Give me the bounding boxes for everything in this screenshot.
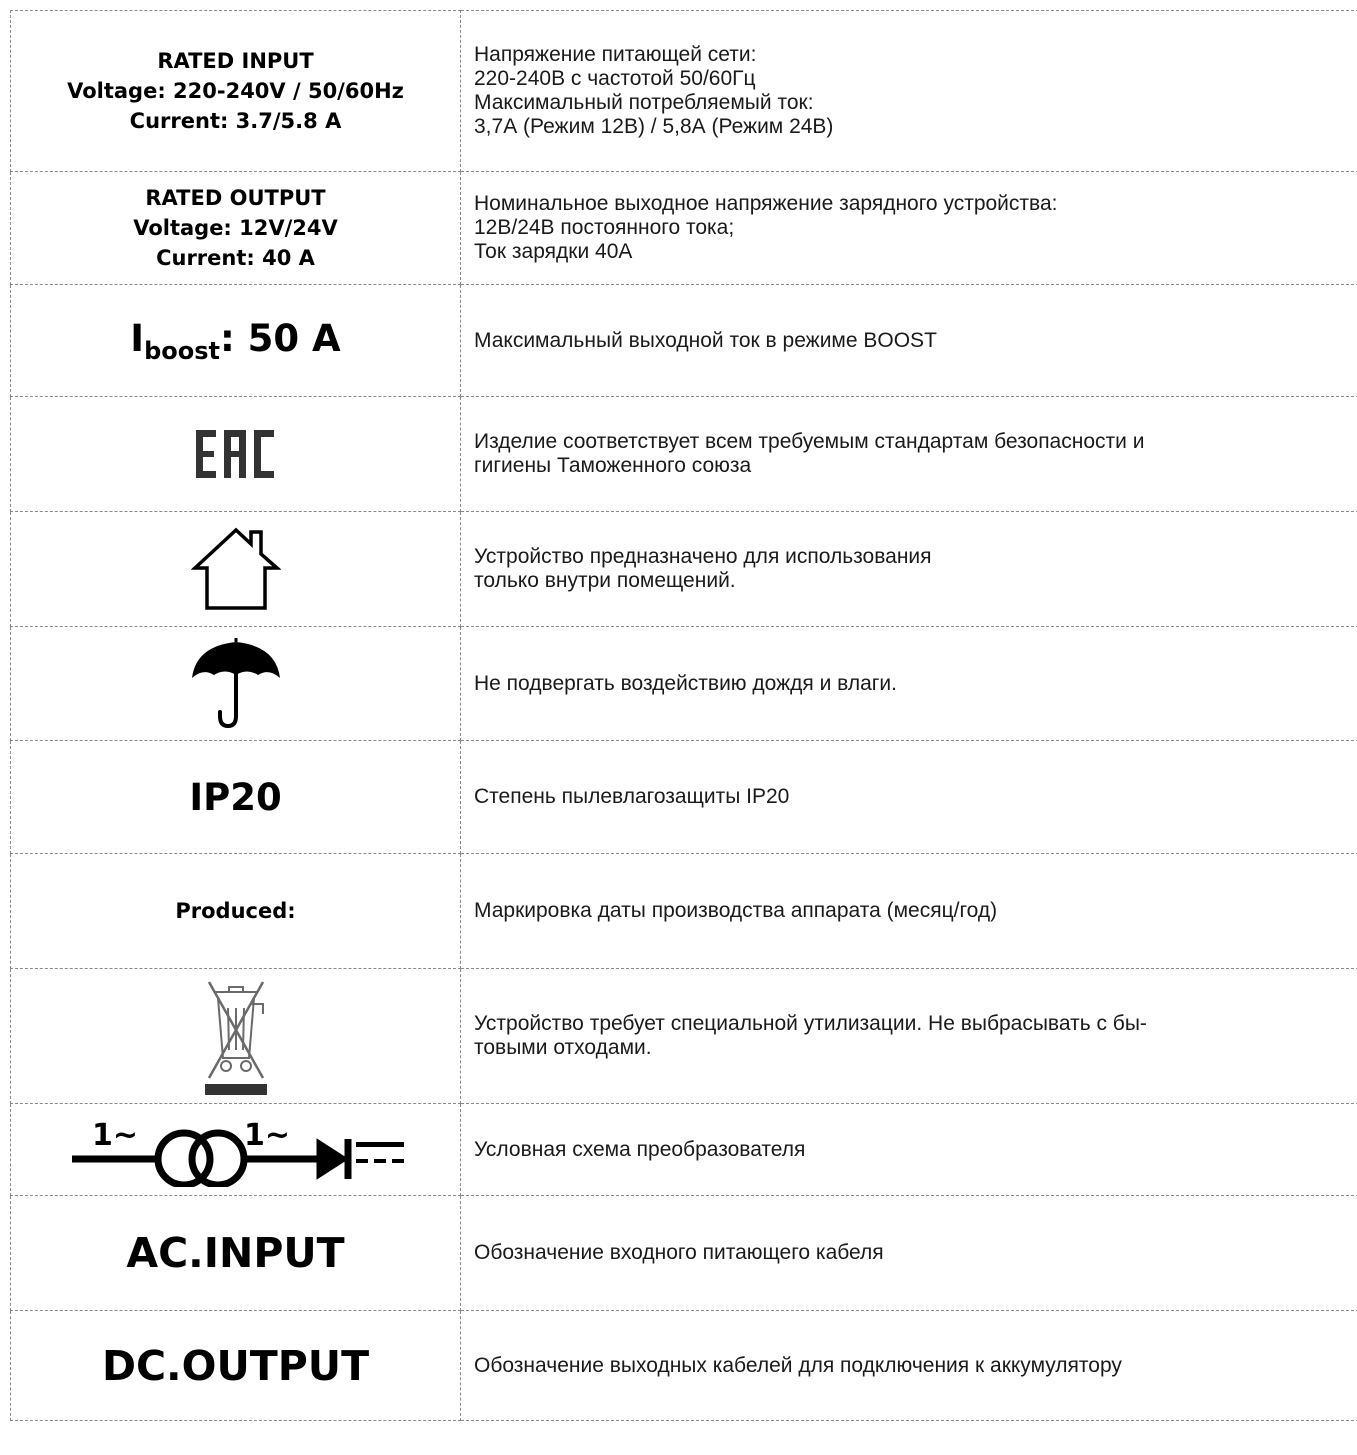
symbol-cell [11,1196,461,1311]
description-cell [461,1104,1357,1196]
boost-current-letter: I [130,316,145,360]
rated-output-title: RATED OUTPUT [145,186,326,210]
symbol-cell [11,969,461,1104]
symbol-cell [11,397,461,512]
rated-input-symbol [11,46,460,136]
description-text: Степень пылевлагозащиты IP20 [474,785,790,808]
description-line: Изделие соответствует всем требуемым стандартам безопасности и [474,430,1145,453]
table-row-converter [11,1104,1357,1196]
description-text: Условная схема преобразователя [474,1137,806,1161]
description-cell [461,1311,1357,1421]
table-row-dc-output [11,1311,1357,1421]
produced-symbol: Produced: [175,899,296,923]
description-line: гигиены Таможенного союза [474,454,752,477]
symbol-cell [11,172,461,285]
description-line: Максимальный потребляемый ток: [474,91,814,114]
boost-current-symbol [11,317,460,365]
rated-input-current: Current: 3.7/5.8 A [129,109,342,133]
rated-input-title: RATED INPUT [157,49,314,73]
symbol-cell [11,1104,461,1196]
description-line: 220-240В с частотой 50/60Гц [474,67,756,90]
umbrella-icon [188,638,284,730]
description-text: Максимальный выходной ток в режиме BOOST [474,328,937,352]
table-row-rated-input [11,11,1357,172]
weee-crossed-bin-icon [201,974,271,1098]
table-row-ip20 [11,741,1357,854]
description-cell [461,397,1357,512]
table-row-weee [11,969,1357,1104]
description-cell [461,854,1357,969]
schematic-output-label: 1~ [243,1117,290,1153]
rated-output-symbol [11,183,460,273]
rated-output-current: Current: 40 A [156,246,315,270]
description-line: Устройство требует специальной утилизации. Не выбрасывать с бы- [474,1012,1147,1035]
description-cell [461,1196,1357,1311]
description-line: только внутри помещений. [474,569,736,592]
description-line: Номинальное выходное напряжение зарядного устройства: [474,192,1058,215]
symbol-cell [11,512,461,627]
table-row-boost-current [11,285,1357,397]
symbol-cell [11,741,461,854]
description-cell [461,512,1357,627]
schematic-input-label: 1~ [91,1117,138,1153]
ip20-symbol: IP20 [189,775,282,819]
table-row-eac [11,397,1357,512]
indoor-house-icon [191,526,281,612]
description-line: Устройство предназначено для использования [474,545,932,568]
description-line: 3,7А (Режим 12В) / 5,8А (Режим 24В) [474,115,834,138]
description-cell [461,969,1357,1104]
description-text: Обозначение входного питающего кабеля [474,1241,884,1264]
rated-output-voltage: Voltage: 12V/24V [133,216,338,240]
converter-schematic-icon [66,1113,406,1187]
table-row-produced [11,854,1357,969]
table-row-indoor [11,512,1357,627]
description-text: Не подвергать воздействию дождя и влаги. [474,671,897,695]
description-text: Маркировка даты производства аппарата (месяц/год) [474,899,998,922]
rated-input-voltage: Voltage: 220-240V / 50/60Hz [67,79,404,103]
description-cell [461,285,1357,397]
table-row-umbrella [11,627,1357,741]
symbol-cell [11,285,461,397]
table-row-ac-input [11,1196,1357,1311]
description-line: товыми отходами. [474,1036,652,1059]
boost-current-subscript: boost [144,336,220,365]
dc-output-symbol: DC.OUTPUT [101,1341,370,1390]
boost-current-value: : 50 A [220,316,341,360]
description-line: 12В/24В постоянного тока; [474,216,735,239]
description-cell [461,11,1357,172]
symbol-cell [11,854,461,969]
description-line: Напряжение питающей сети: [474,43,757,66]
description-cell [461,741,1357,854]
eac-mark-icon [194,426,278,482]
ac-input-symbol: AC.INPUT [126,1229,345,1277]
symbol-cell [11,627,461,741]
table-row-rated-output [11,172,1357,285]
symbol-cell [11,11,461,172]
description-text: Обозначение выходных кабелей для подключения к аккумулятору [474,1353,1122,1377]
symbol-cell [11,1311,461,1421]
description-line: Ток зарядки 40А [474,240,633,263]
symbols-table [10,10,1357,1421]
description-cell [461,172,1357,285]
description-cell [461,627,1357,741]
